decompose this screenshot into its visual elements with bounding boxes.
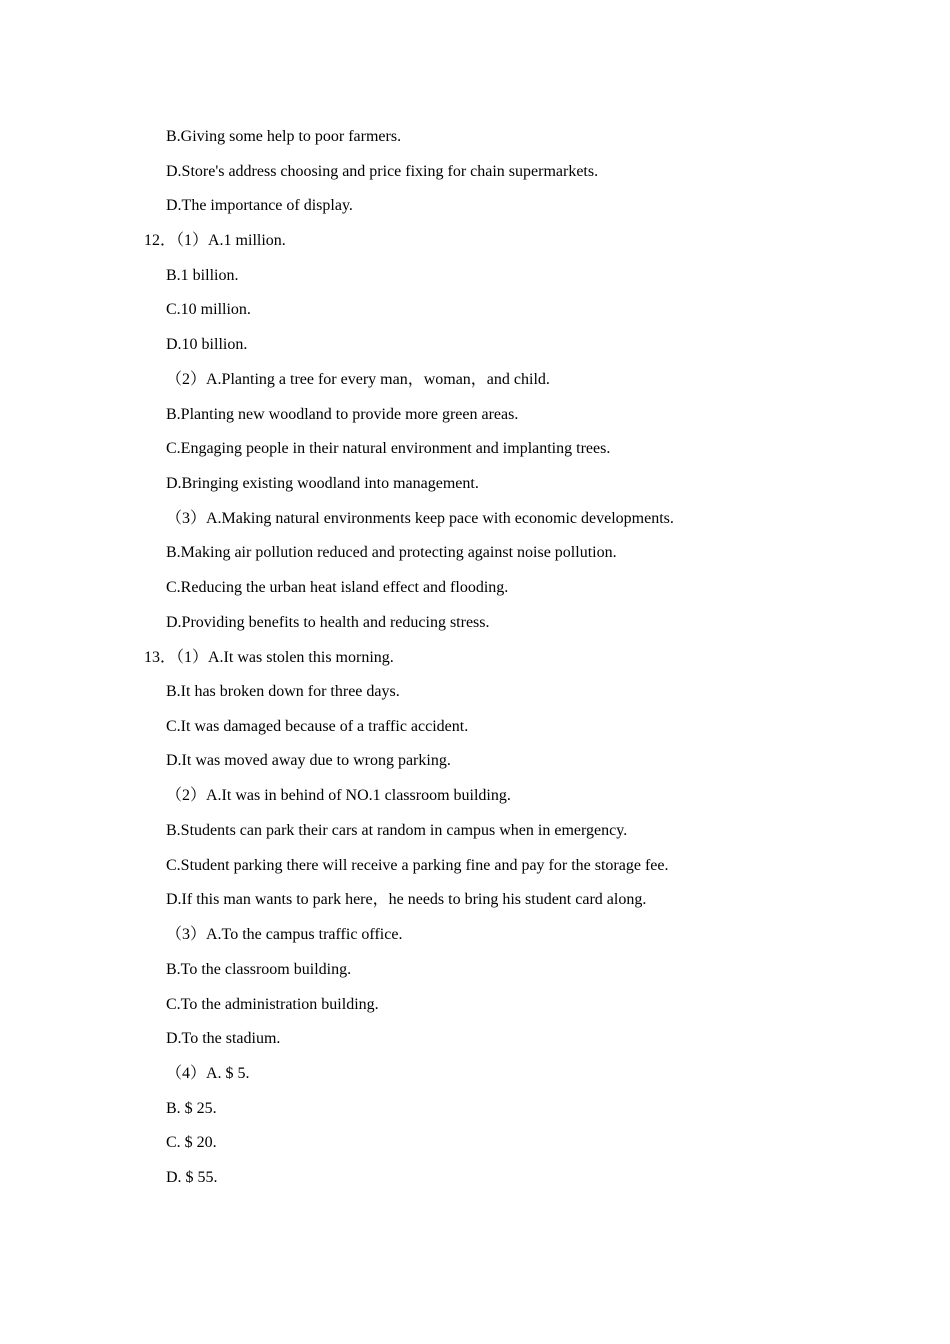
question-13-line: 13．（1）A.It was stolen this morning. (144, 649, 394, 666)
option-line: C.Engaging people in their natural environment and implanting trees. (166, 440, 611, 457)
option-line: B.Giving some help to poor farmers. (166, 128, 402, 145)
option-line: C.Student parking there will receive a parking fine and pay for the storage fee. (166, 857, 669, 874)
option-line: C.To the administration building. (166, 996, 379, 1013)
option-line: D.If this man wants to park here，he needs to bring his student card along. (166, 891, 647, 908)
option-line: B.It has broken down for three days. (166, 683, 400, 700)
option-line: C.Reducing the urban heat island effect and flooding. (166, 579, 509, 596)
option-line: D.Providing benefits to health and reducing stress. (166, 614, 490, 631)
sub-question-line: （2）A.Planting a tree for every man，woman，and child. (166, 371, 550, 388)
option-line: D.Store's address choosing and price fixing for chain supermarkets. (166, 163, 599, 180)
sub-question-line: （2）A.It was in behind of NO.1 classroom building. (166, 787, 511, 804)
option-line: C.It was damaged because of a traffic accident. (166, 718, 469, 735)
option-line: B.Planting new woodland to provide more green areas. (166, 406, 519, 423)
sub-question-line: （4）A. $ 5. (166, 1065, 250, 1082)
sub-question-line: （3）A.To the campus traffic office. (166, 926, 403, 943)
option-line: C. $ 20. (166, 1134, 217, 1151)
option-line: D.The importance of display. (166, 197, 353, 214)
option-line: B.Making air pollution reduced and protecting against noise pollution. (166, 544, 617, 561)
question-12-line: 12．（1）A.1 million. (144, 232, 286, 249)
option-line: D.Bringing existing woodland into management. (166, 475, 479, 492)
option-line: C.10 million. (166, 301, 251, 318)
option-line: D.It was moved away due to wrong parking. (166, 752, 451, 769)
option-line: B.To the classroom building. (166, 961, 352, 978)
option-line: B.1 billion. (166, 267, 239, 284)
option-line: D.To the stadium. (166, 1030, 281, 1047)
sub-question-line: （3）A.Making natural environments keep pace with economic developments. (166, 510, 674, 527)
option-line: D.10 billion. (166, 336, 248, 353)
option-line: B. $ 25. (166, 1100, 217, 1117)
option-line: B.Students can park their cars at random in campus when in emergency. (166, 822, 628, 839)
option-line: D. $ 55. (166, 1169, 218, 1186)
